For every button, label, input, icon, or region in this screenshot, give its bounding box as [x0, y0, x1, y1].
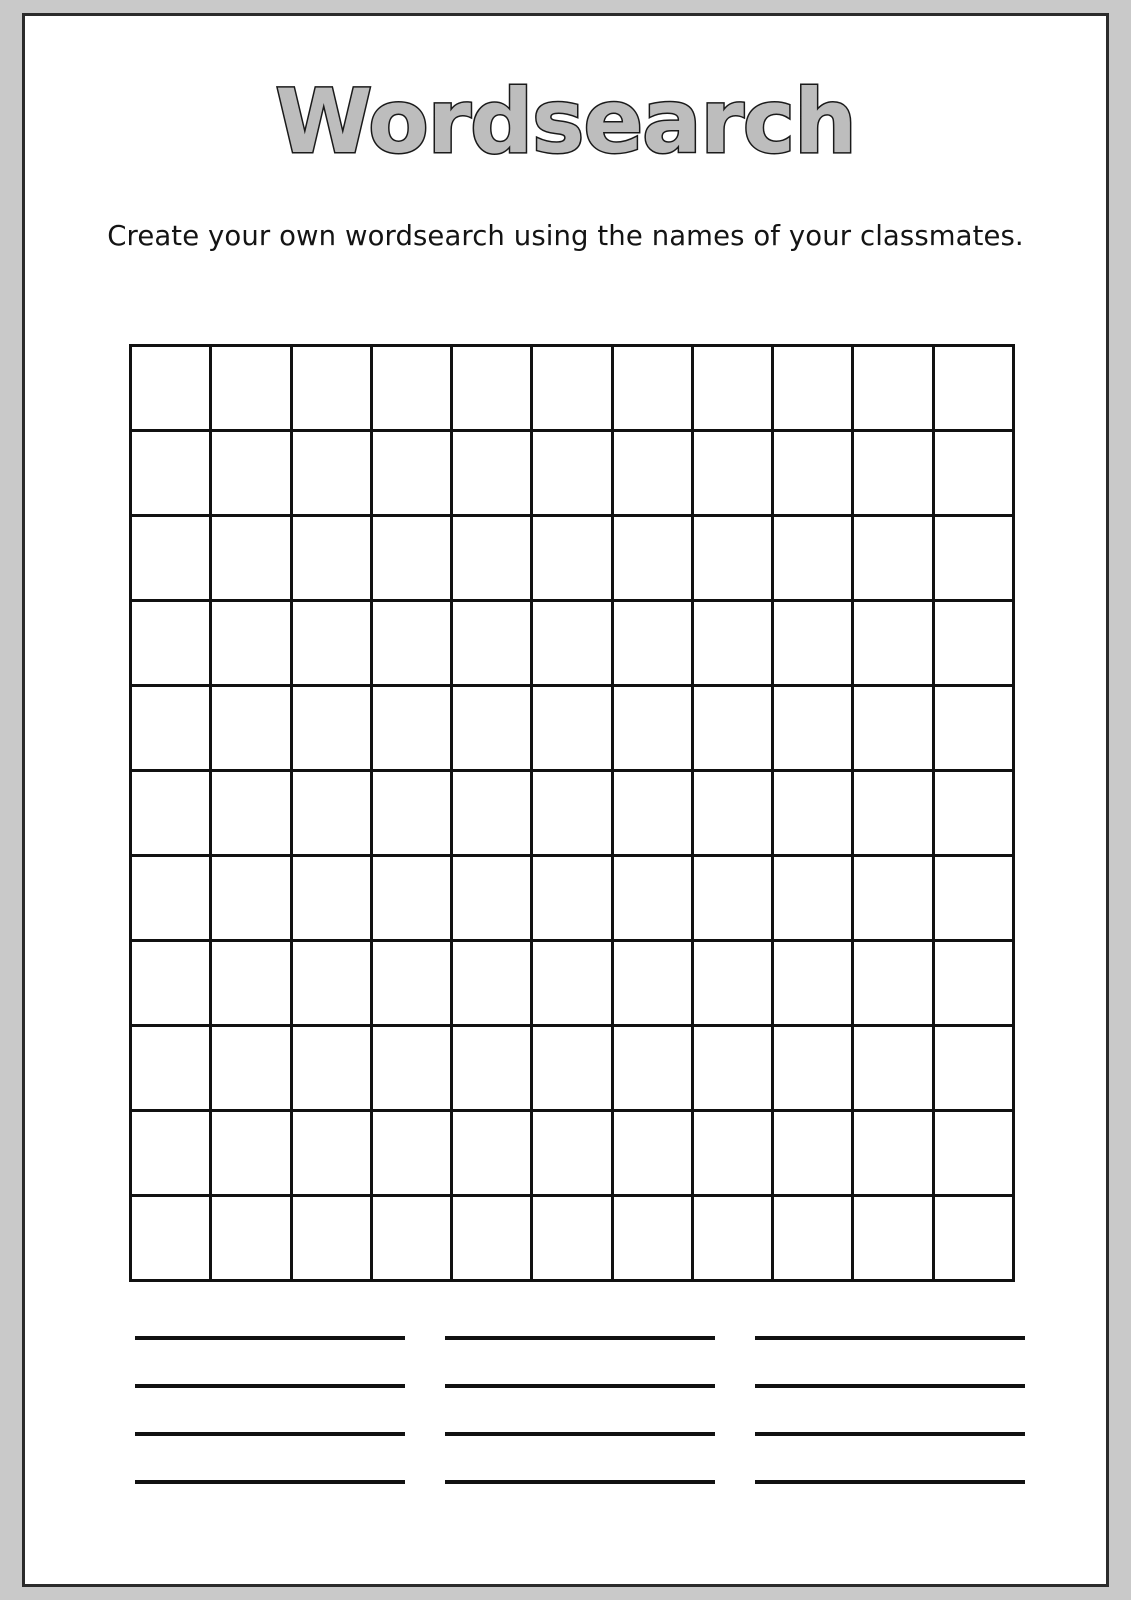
- worksheet-page: [22, 13, 1109, 1587]
- grid-cell[interactable]: [371, 856, 451, 941]
- grid-cell[interactable]: [452, 1111, 532, 1196]
- answer-line[interactable]: [135, 1432, 405, 1436]
- grid-cell[interactable]: [131, 516, 211, 601]
- wordsearch-grid[interactable]: [129, 344, 1015, 1254]
- grid-cell[interactable]: [933, 1196, 1013, 1281]
- grid-cell[interactable]: [452, 431, 532, 516]
- grid-cell[interactable]: [853, 516, 933, 601]
- grid-cell[interactable]: [853, 941, 933, 1026]
- grid-cell[interactable]: [773, 346, 853, 431]
- grid-cell[interactable]: [291, 941, 371, 1026]
- grid-cell[interactable]: [131, 431, 211, 516]
- grid-cell[interactable]: [291, 516, 371, 601]
- grid-cell[interactable]: [211, 1111, 291, 1196]
- grid-cell[interactable]: [131, 686, 211, 771]
- grid-row: [131, 516, 1014, 601]
- wordsearch-grid-table[interactable]: [129, 344, 1015, 1282]
- grid-row: [131, 941, 1014, 1026]
- grid-row: [131, 1111, 1014, 1196]
- answer-lines-column: [135, 1336, 405, 1484]
- grid-cell[interactable]: [773, 1111, 853, 1196]
- grid-cell[interactable]: [612, 346, 692, 431]
- grid-cell[interactable]: [692, 1111, 772, 1196]
- grid-cell[interactable]: [692, 771, 772, 856]
- answer-line[interactable]: [445, 1384, 715, 1388]
- grid-cell[interactable]: [291, 601, 371, 686]
- grid-cell[interactable]: [291, 1111, 371, 1196]
- grid-cell[interactable]: [371, 346, 451, 431]
- grid-cell[interactable]: [612, 941, 692, 1026]
- grid-cell[interactable]: [131, 941, 211, 1026]
- grid-cell[interactable]: [371, 431, 451, 516]
- grid-cell[interactable]: [532, 431, 612, 516]
- wordsearch-grid-body: [131, 346, 1014, 1281]
- grid-cell[interactable]: [452, 601, 532, 686]
- grid-cell[interactable]: [452, 771, 532, 856]
- grid-cell[interactable]: [131, 601, 211, 686]
- grid-cell[interactable]: [692, 431, 772, 516]
- grid-cell[interactable]: [371, 686, 451, 771]
- answer-line[interactable]: [755, 1336, 1025, 1340]
- grid-cell[interactable]: [532, 1111, 612, 1196]
- grid-cell[interactable]: [211, 856, 291, 941]
- grid-cell[interactable]: [773, 686, 853, 771]
- grid-cell[interactable]: [532, 601, 612, 686]
- grid-cell[interactable]: [371, 1026, 451, 1111]
- answer-lines-area: [135, 1336, 1025, 1484]
- grid-cell[interactable]: [291, 1196, 371, 1281]
- grid-cell[interactable]: [773, 1026, 853, 1111]
- grid-cell[interactable]: [131, 1026, 211, 1111]
- grid-cell[interactable]: [773, 771, 853, 856]
- grid-cell[interactable]: [853, 1111, 933, 1196]
- grid-cell[interactable]: [211, 516, 291, 601]
- grid-cell[interactable]: [211, 601, 291, 686]
- grid-cell[interactable]: [773, 941, 853, 1026]
- grid-cell[interactable]: [612, 856, 692, 941]
- grid-cell[interactable]: [532, 771, 612, 856]
- answer-line[interactable]: [755, 1384, 1025, 1388]
- grid-cell[interactable]: [371, 1196, 451, 1281]
- grid-cell[interactable]: [371, 771, 451, 856]
- answer-line[interactable]: [135, 1480, 405, 1484]
- grid-cell[interactable]: [933, 686, 1013, 771]
- grid-cell[interactable]: [452, 516, 532, 601]
- grid-cell[interactable]: [211, 431, 291, 516]
- grid-cell[interactable]: [532, 941, 612, 1026]
- grid-cell[interactable]: [853, 771, 933, 856]
- grid-cell[interactable]: [532, 686, 612, 771]
- grid-cell[interactable]: [692, 941, 772, 1026]
- grid-cell[interactable]: [612, 601, 692, 686]
- grid-row: [131, 1196, 1014, 1281]
- grid-cell[interactable]: [291, 686, 371, 771]
- grid-cell[interactable]: [131, 346, 211, 431]
- grid-row: [131, 431, 1014, 516]
- grid-cell[interactable]: [211, 941, 291, 1026]
- grid-cell[interactable]: [692, 1196, 772, 1281]
- grid-cell[interactable]: [371, 516, 451, 601]
- grid-cell[interactable]: [612, 431, 692, 516]
- grid-cell[interactable]: [532, 856, 612, 941]
- grid-cell[interactable]: [612, 771, 692, 856]
- grid-cell[interactable]: [612, 516, 692, 601]
- grid-cell[interactable]: [853, 1026, 933, 1111]
- grid-cell[interactable]: [131, 1196, 211, 1281]
- grid-cell[interactable]: [452, 1026, 532, 1111]
- grid-cell[interactable]: [933, 1111, 1013, 1196]
- grid-cell[interactable]: [291, 771, 371, 856]
- grid-cell[interactable]: [853, 1196, 933, 1281]
- grid-cell[interactable]: [773, 431, 853, 516]
- grid-cell[interactable]: [853, 686, 933, 771]
- grid-cell[interactable]: [933, 516, 1013, 601]
- grid-cell[interactable]: [291, 856, 371, 941]
- answer-line[interactable]: [135, 1336, 405, 1340]
- answer-line[interactable]: [445, 1480, 715, 1484]
- grid-cell[interactable]: [933, 771, 1013, 856]
- grid-cell[interactable]: [933, 856, 1013, 941]
- grid-cell[interactable]: [933, 601, 1013, 686]
- grid-cell[interactable]: [612, 1111, 692, 1196]
- grid-cell[interactable]: [131, 1111, 211, 1196]
- grid-cell[interactable]: [692, 686, 772, 771]
- grid-cell[interactable]: [131, 771, 211, 856]
- grid-cell[interactable]: [291, 346, 371, 431]
- grid-cell[interactable]: [692, 516, 772, 601]
- grid-cell[interactable]: [211, 1196, 291, 1281]
- grid-cell[interactable]: [371, 601, 451, 686]
- grid-cell[interactable]: [692, 856, 772, 941]
- grid-cell[interactable]: [211, 1026, 291, 1111]
- grid-row: [131, 346, 1014, 431]
- grid-cell[interactable]: [211, 686, 291, 771]
- instructions-text: Create your own wordsearch using the names of your classmates.: [107, 220, 1024, 252]
- answer-line[interactable]: [755, 1480, 1025, 1484]
- grid-cell[interactable]: [692, 346, 772, 431]
- grid-cell[interactable]: [933, 1026, 1013, 1111]
- grid-cell[interactable]: [532, 1026, 612, 1111]
- grid-cell[interactable]: [612, 686, 692, 771]
- grid-cell[interactable]: [692, 1026, 772, 1111]
- grid-cell[interactable]: [452, 686, 532, 771]
- answer-line[interactable]: [445, 1432, 715, 1436]
- grid-cell[interactable]: [291, 431, 371, 516]
- grid-row: [131, 601, 1014, 686]
- grid-row: [131, 686, 1014, 771]
- grid-cell[interactable]: [532, 346, 612, 431]
- grid-cell[interactable]: [933, 941, 1013, 1026]
- grid-cell[interactable]: [532, 1196, 612, 1281]
- page-title: Wordsearch: [275, 70, 856, 173]
- grid-cell[interactable]: [612, 1196, 692, 1281]
- grid-row: [131, 1026, 1014, 1111]
- grid-cell[interactable]: [452, 346, 532, 431]
- answer-lines-column: [445, 1336, 715, 1484]
- answer-lines-column: [755, 1336, 1025, 1484]
- grid-cell[interactable]: [773, 856, 853, 941]
- grid-cell[interactable]: [452, 856, 532, 941]
- grid-row: [131, 771, 1014, 856]
- grid-cell[interactable]: [933, 431, 1013, 516]
- grid-cell[interactable]: [773, 601, 853, 686]
- grid-cell[interactable]: [773, 516, 853, 601]
- grid-cell[interactable]: [211, 771, 291, 856]
- grid-cell[interactable]: [131, 856, 211, 941]
- grid-cell[interactable]: [291, 1026, 371, 1111]
- grid-cell[interactable]: [853, 601, 933, 686]
- grid-row: [131, 856, 1014, 941]
- grid-cell[interactable]: [452, 1196, 532, 1281]
- answer-line[interactable]: [135, 1384, 405, 1388]
- grid-cell[interactable]: [933, 346, 1013, 431]
- grid-cell[interactable]: [211, 346, 291, 431]
- grid-cell[interactable]: [853, 346, 933, 431]
- grid-cell[interactable]: [692, 601, 772, 686]
- grid-cell[interactable]: [452, 941, 532, 1026]
- grid-cell[interactable]: [853, 856, 933, 941]
- answer-line[interactable]: [755, 1432, 1025, 1436]
- grid-cell[interactable]: [612, 1026, 692, 1111]
- grid-cell[interactable]: [532, 516, 612, 601]
- grid-cell[interactable]: [371, 941, 451, 1026]
- grid-cell[interactable]: [371, 1111, 451, 1196]
- grid-cell[interactable]: [773, 1196, 853, 1281]
- grid-cell[interactable]: [853, 431, 933, 516]
- answer-line[interactable]: [445, 1336, 715, 1340]
